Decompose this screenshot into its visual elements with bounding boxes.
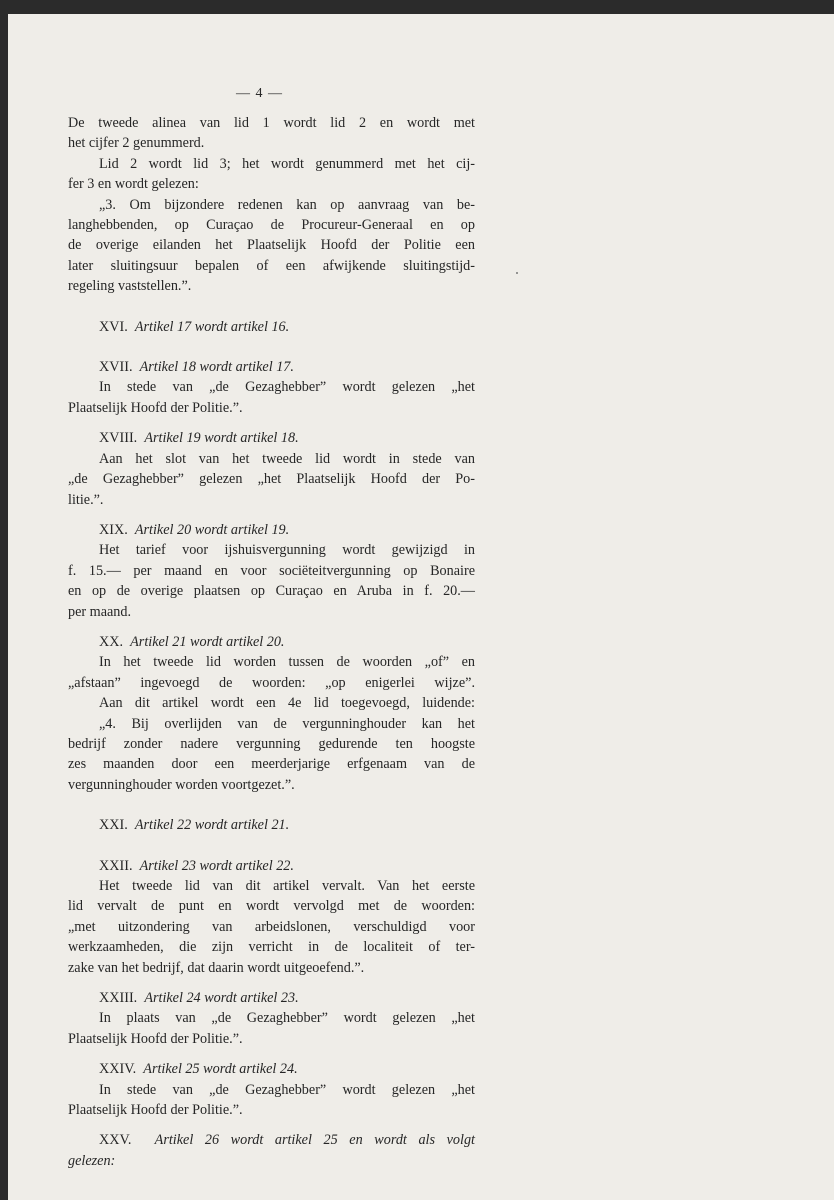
section-heading-xviii <box>68 428 475 448</box>
section-heading-xvii <box>68 357 475 377</box>
section-number: XVI. <box>99 318 128 335</box>
section-number: XIX. <box>99 521 128 538</box>
section-line: vergunninghouder worden voortgezet.”. <box>68 776 295 793</box>
section-title: Artikel 19 wordt artikel 18. <box>144 430 299 447</box>
section-line: Plaatselijk Hoofd der Politie.”. <box>68 1030 243 1047</box>
section-line: werkzaamheden, die zijn verricht in de localiteit of ter- <box>68 939 475 956</box>
scan-speck <box>516 272 518 274</box>
section-line: In plaats van „de Gezaghebber” wordt gelezen „het <box>99 1010 475 1027</box>
section-heading-xxiv <box>68 1059 475 1079</box>
section-number: XXIV. <box>99 1061 137 1078</box>
section-line: „afstaan” ingevoegd de woorden: „op enigerlei wijze”. <box>68 674 475 691</box>
section-title: Artikel 17 wordt artikel 16. <box>134 318 290 335</box>
section-title: Artikel 26 wordt artikel 25 en wordt als volgt <box>154 1132 475 1149</box>
scan-border-top <box>0 0 834 14</box>
section-title: Artikel 24 wordt artikel 23. <box>144 990 299 1007</box>
section-line: „4. Bij overlijden van de vergunninghouder kan het <box>99 715 475 732</box>
section-title: Artikel 25 wordt artikel 24. <box>143 1061 298 1078</box>
section-line: Plaatselijk Hoofd der Politie.”. <box>68 1102 243 1119</box>
section-title: Artikel 23 wordt artikel 22. <box>139 857 294 874</box>
section-number: XVIII. <box>99 430 138 447</box>
intro-line: regeling vaststellen.”. <box>68 278 192 295</box>
section-heading-xx <box>68 632 475 652</box>
section-title: Artikel 21 wordt artikel 20. <box>130 633 285 650</box>
intro-line: later sluitingsuur bepalen of een afwijkende sluitingstijd- <box>68 257 475 274</box>
section-line: „met uitzondering van arbeidslonen, verschuldigd voor <box>68 918 475 935</box>
section-number: XXII. <box>99 857 133 874</box>
intro-line: „3. Om bijzondere redenen kan op aanvraag van be- <box>99 196 475 213</box>
section-heading-xxi <box>68 815 475 835</box>
intro-line: het cijfer 2 genummerd. <box>68 135 205 152</box>
section-line: Plaatselijk Hoofd der Politie.”. <box>68 399 243 416</box>
section-title: Artikel 18 wordt artikel 17. <box>139 359 294 376</box>
section-line: lid vervalt de punt en wordt vervolgd met de woorden: <box>68 898 475 915</box>
section-number: XXV. <box>99 1132 132 1149</box>
section-line: Het tarief voor ijshuisvergunning wordt gewijzigd in <box>99 542 475 559</box>
section-heading-xxii <box>68 856 475 876</box>
section-line: In het tweede lid worden tussen de woorden „of” en <box>99 654 475 671</box>
section-line: zes maanden door een meerderjarige erfgenaam van de <box>68 756 475 773</box>
section-heading-xvi <box>68 317 475 337</box>
section-title: Artikel 22 wordt artikel 21. <box>134 817 290 834</box>
section-line: „de Gezaghebber” gelezen „het Plaatselijk Hoofd der Po- <box>68 471 475 488</box>
section-number: XXIII. <box>99 990 138 1007</box>
intro-line: De tweede alinea van lid 1 wordt lid 2 en wordt met <box>68 115 475 131</box>
section-number: XX. <box>99 633 124 650</box>
section-line: In stede van „de Gezaghebber” wordt gelezen „het <box>99 1081 475 1098</box>
intro-line: langhebbenden, op Curaçao de Procureur-Generaal en op <box>68 217 475 234</box>
section-line: In stede van „de Gezaghebber” wordt gelezen „het <box>99 379 475 396</box>
section-line: Het tweede lid van dit artikel vervalt. Van het eerste <box>99 878 475 894</box>
section-line: per maand. <box>68 603 132 620</box>
page-number: — 4 — <box>236 86 283 101</box>
closing-line: gelezen: <box>68 1152 116 1169</box>
section-line: litie.”. <box>68 491 104 508</box>
section-line: f. 15.— per maand en voor sociëteitvergunning op Bonaire <box>68 562 475 579</box>
intro-line: de overige eilanden het Plaatselijk Hoofd der Politie een <box>68 237 475 254</box>
section-heading-xxiii <box>68 988 475 1008</box>
document-body <box>68 113 475 1171</box>
section-heading-xxv <box>68 1130 475 1150</box>
scan-border-left <box>0 0 8 1200</box>
section-line: en op de overige plaatsen op Curaçao en Aruba in f. 20.— <box>68 583 475 600</box>
section-line: zake van het bedrijf, dat daarin wordt uitgeoefend.”. <box>68 959 365 976</box>
section-number: XVII. <box>99 359 133 376</box>
intro-line: Lid 2 wordt lid 3; het wordt genummerd met het cij- <box>99 155 475 172</box>
section-line: bedrijf zonder nadere vergunning gedurende ten hoogste <box>68 735 475 752</box>
section-line: Aan het slot van het tweede lid wordt in stede van <box>99 450 475 467</box>
intro-line: fer 3 en wordt gelezen: <box>68 176 199 193</box>
section-number: XXI. <box>99 817 128 834</box>
section-heading-xix <box>68 520 475 540</box>
section-title: Artikel 20 wordt artikel 19. <box>134 521 290 538</box>
section-line: Aan dit artikel wordt een 4e lid toegevoegd, luidende: <box>99 695 475 712</box>
